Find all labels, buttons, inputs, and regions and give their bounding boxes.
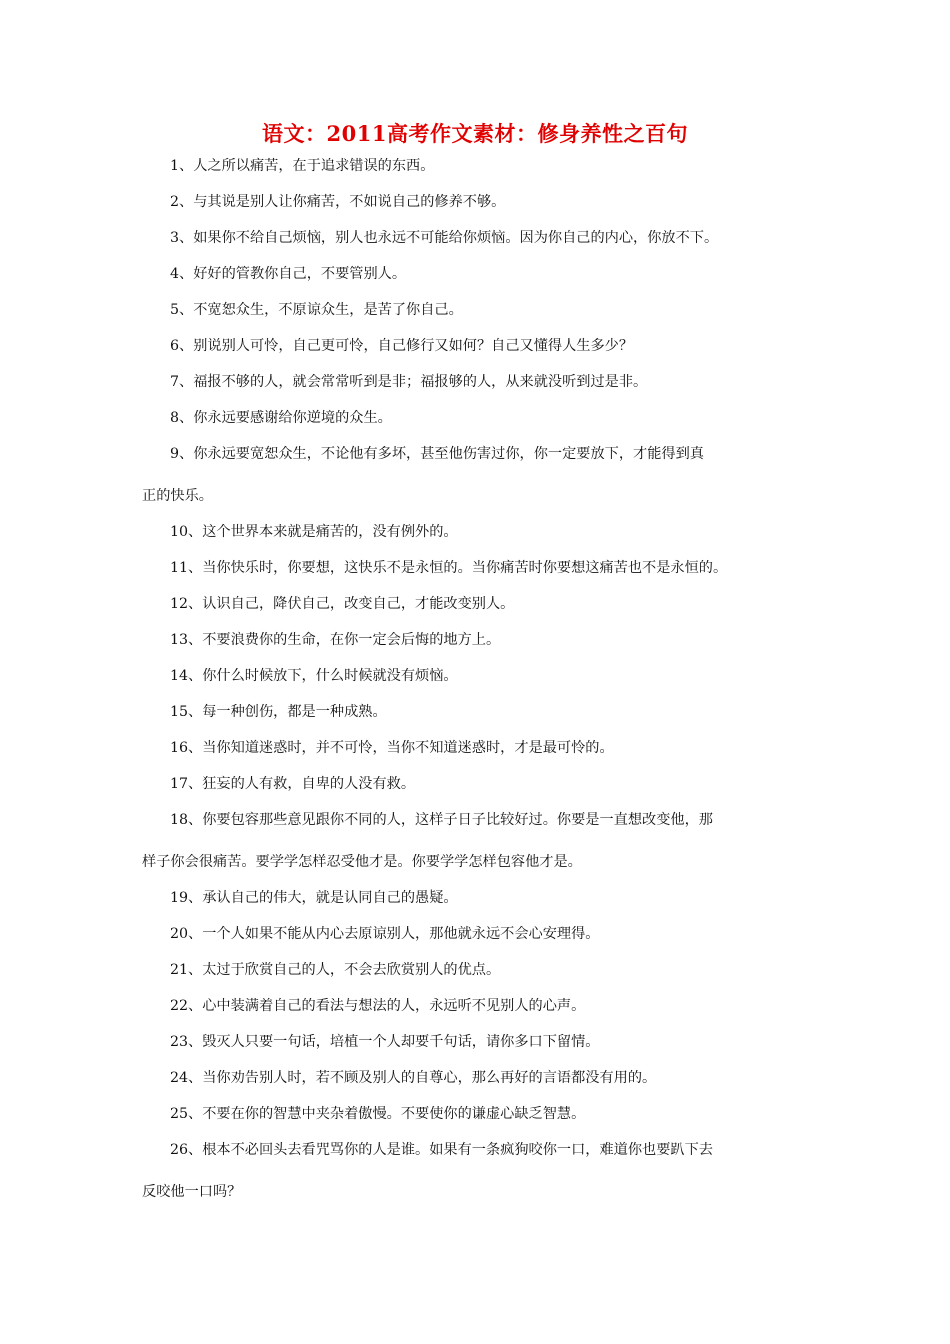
list-item: 24、当你劝告别人时，若不顾及别人的自尊心，那么再好的言语都没有用的。 bbox=[170, 1070, 657, 1086]
list-item: 17、狂妄的人有救，自卑的人没有救。 bbox=[170, 776, 416, 792]
list-item: 4、好好的管教你自己，不要管别人。 bbox=[170, 266, 407, 282]
list-item-line: 样子你会很痛苦。要学学怎样忍受他才是。你要学学怎样包容他才是。 bbox=[142, 854, 582, 870]
list-item: 3、如果你不给自己烦恼，别人也永远不可能给你烦恼。因为你自己的内心，你放不下。 bbox=[170, 230, 719, 246]
list-item: 15、每一种创伤，都是一种成熟。 bbox=[170, 704, 387, 720]
list-item: 14、你什么时候放下，什么时候就没有烦恼。 bbox=[170, 668, 458, 684]
list-item: 7、福报不够的人，就会常常听到是非；福报够的人，从来就没听到过是非。 bbox=[170, 374, 648, 390]
list-item: 10、这个世界本来就是痛苦的，没有例外的。 bbox=[170, 524, 458, 540]
list-item: 13、不要浪费你的生命，在你一定会后悔的地方上。 bbox=[170, 632, 501, 648]
list-item: 12、认识自己，降伏自己，改变自己，才能改变别人。 bbox=[170, 596, 515, 612]
list-item: 1、人之所以痛苦，在于追求错误的东西。 bbox=[170, 158, 435, 174]
list-item: 5、不宽恕众生，不原谅众生，是苦了你自己。 bbox=[170, 302, 463, 318]
list-item: 2、与其说是别人让你痛苦，不如说自己的修养不够。 bbox=[170, 194, 506, 210]
list-item bbox=[142, 436, 818, 514]
list-item: 21、太过于欣赏自己的人，不会去欣赏别人的优点。 bbox=[170, 962, 501, 978]
list-item-line: 反咬他一口吗？ bbox=[142, 1184, 242, 1200]
list-item-line: 26、根本不必回头去看咒骂你的人是谁。如果有一条疯狗咬你一口，难道你也要趴下去 bbox=[170, 1142, 713, 1158]
list-item bbox=[142, 802, 818, 880]
document-title: 语文：2011高考作文素材：修身养性之百句 bbox=[262, 121, 688, 146]
list-item: 19、承认自己的伟大，就是认同自己的愚疑。 bbox=[170, 890, 458, 906]
list-item: 23、毁灭人只要一句话，培植一个人却要千句话，请你多口下留情。 bbox=[170, 1034, 600, 1050]
list-item: 16、当你知道迷惑时，并不可怜，当你不知道迷惑时，才是最可怜的。 bbox=[170, 740, 614, 756]
list-item: 11、当你快乐时，你要想，这快乐不是永恒的。当你痛苦时你要想这痛苦也不是永恒的。 bbox=[170, 560, 728, 576]
list-item bbox=[142, 1132, 818, 1210]
list-item: 20、一个人如果不能从内心去原谅别人，那他就永远不会心安理得。 bbox=[170, 926, 600, 942]
list-item-line: 18、你要包容那些意见跟你不同的人，这样子日子比较好过。你要是一直想改变他，那 bbox=[170, 812, 713, 828]
list-item-line: 9、你永远要宽恕众生，不论他有多坏，甚至他伤害过你，你一定要放下，才能得到真 bbox=[170, 446, 704, 462]
list-item-line: 正的快乐。 bbox=[142, 488, 213, 504]
document-body bbox=[142, 148, 818, 1210]
list-item: 25、不要在你的智慧中夹杂着傲慢。不要使你的谦虚心缺乏智慧。 bbox=[170, 1106, 586, 1122]
list-item: 22、心中装满着自己的看法与想法的人，永远听不见别人的心声。 bbox=[170, 998, 586, 1014]
list-item: 6、别说别人可怜，自己更可怜，自己修行又如何？自己又懂得人生多少？ bbox=[170, 338, 634, 354]
list-item: 8、你永远要感谢给你逆境的众生。 bbox=[170, 410, 392, 426]
